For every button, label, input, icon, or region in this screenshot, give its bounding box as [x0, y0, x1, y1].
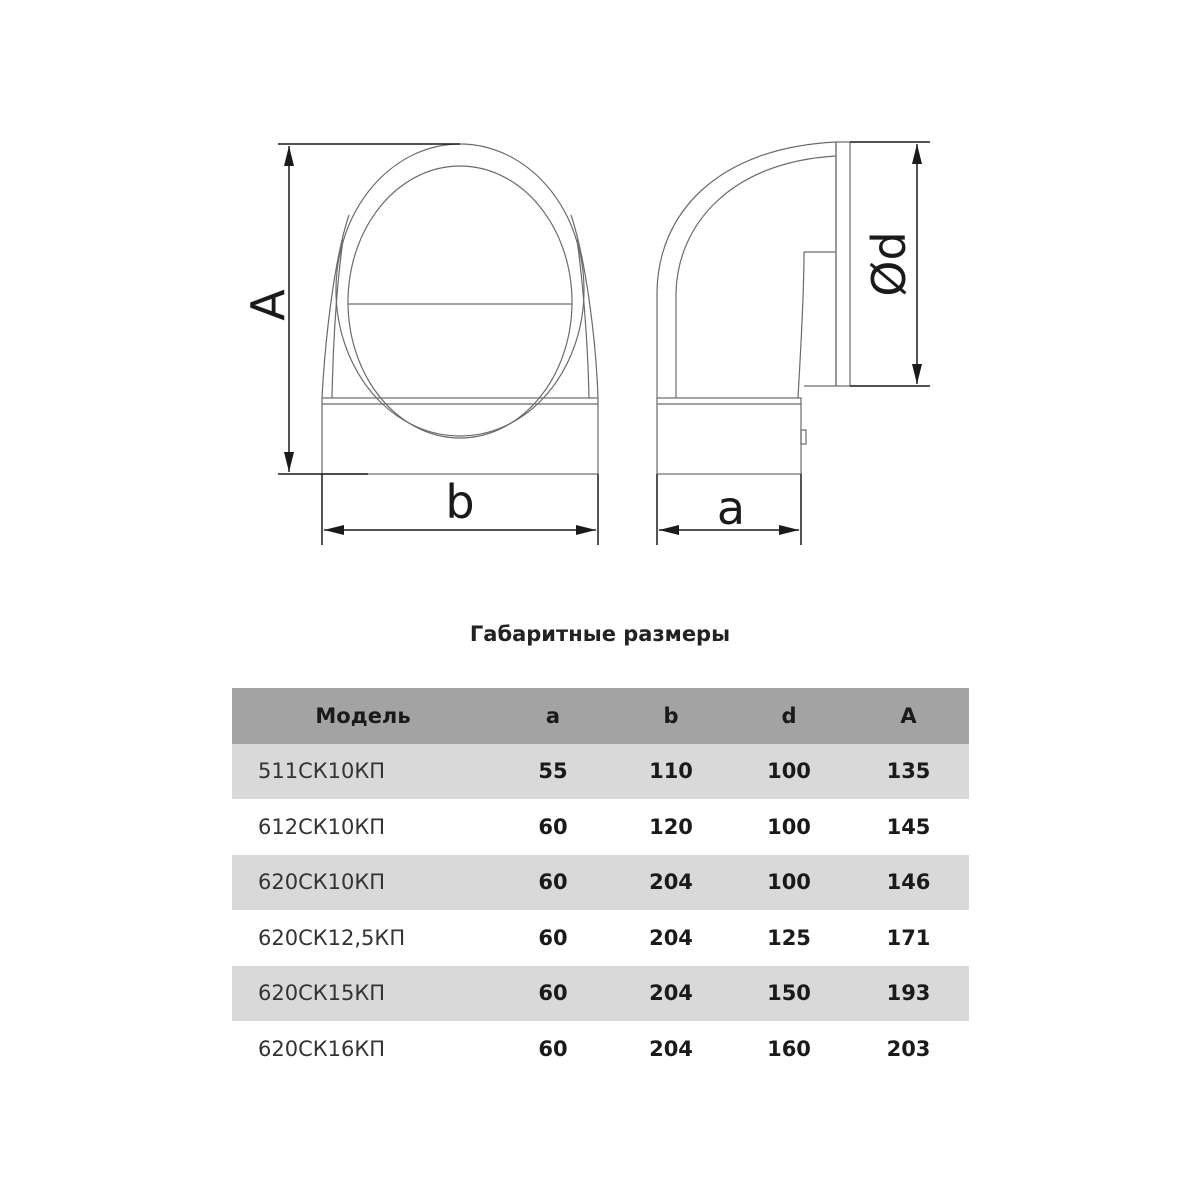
- elbow-bend-inner: [676, 156, 836, 292]
- cell-b: 204: [649, 1036, 693, 1061]
- cell-model: 620СК15КП: [258, 981, 386, 1006]
- cell-d: 125: [767, 925, 811, 950]
- cell-d: 150: [767, 981, 811, 1006]
- round-spigot: [836, 142, 850, 386]
- cell-model: 620СК10КП: [258, 870, 386, 895]
- table-row: [232, 855, 969, 911]
- dimensions-table: [232, 688, 969, 1077]
- table-row: [232, 1021, 969, 1077]
- cell-a: 60: [538, 1036, 568, 1061]
- table-row: [232, 966, 969, 1022]
- cell-d: 100: [767, 814, 811, 839]
- header-b: b: [663, 703, 679, 728]
- table-row: [232, 910, 969, 966]
- cell-a: 60: [538, 925, 568, 950]
- cell-b: 120: [649, 814, 693, 839]
- header-a: a: [545, 703, 561, 728]
- cell-a: 60: [538, 814, 568, 839]
- cell-d: 160: [767, 1036, 811, 1061]
- front-view: [322, 144, 598, 474]
- cell-model: 620СК16КП: [258, 1036, 386, 1061]
- elbow-bend-outer: [657, 142, 836, 292]
- header-d: d: [781, 703, 797, 728]
- round-outlet-inner: [348, 166, 572, 438]
- side-socket: [657, 398, 801, 474]
- cell-model: 612СК10КП: [258, 814, 386, 839]
- cell-A: 146: [886, 870, 931, 895]
- cell-A: 203: [886, 1036, 931, 1061]
- cell-b: 204: [649, 925, 693, 950]
- cell-A: 145: [886, 814, 931, 839]
- dimension-label-depth: a: [716, 481, 746, 535]
- side-view: [657, 142, 850, 474]
- table-row: [232, 744, 969, 800]
- cell-model: 620СК12,5КП: [258, 925, 406, 950]
- cell-A: 193: [886, 981, 931, 1006]
- table-row: [232, 799, 969, 855]
- table-title: Габаритные размеры: [469, 622, 731, 646]
- table-header-row: [232, 688, 969, 744]
- cell-b: 204: [649, 870, 693, 895]
- left-transition: [322, 215, 349, 398]
- dimension-label-diameter: Ød: [862, 231, 916, 297]
- cell-d: 100: [767, 870, 811, 895]
- cell-b: 110: [649, 759, 693, 784]
- cell-A: 135: [886, 759, 931, 784]
- dimension-a-height: [278, 144, 460, 474]
- header-A: A: [900, 703, 917, 728]
- cell-d: 100: [767, 759, 811, 784]
- header-model: Модель: [315, 703, 411, 728]
- cell-b: 204: [649, 981, 693, 1006]
- cell-A: 171: [886, 925, 931, 950]
- cell-a: 60: [538, 981, 568, 1006]
- dimension-label-height: A: [241, 289, 295, 321]
- cell-a: 60: [538, 870, 568, 895]
- cell-model: 511СК10КП: [258, 759, 386, 784]
- cell-a: 55: [538, 759, 568, 784]
- round-outlet-outer: [336, 144, 584, 436]
- dimension-label-width: b: [445, 475, 475, 529]
